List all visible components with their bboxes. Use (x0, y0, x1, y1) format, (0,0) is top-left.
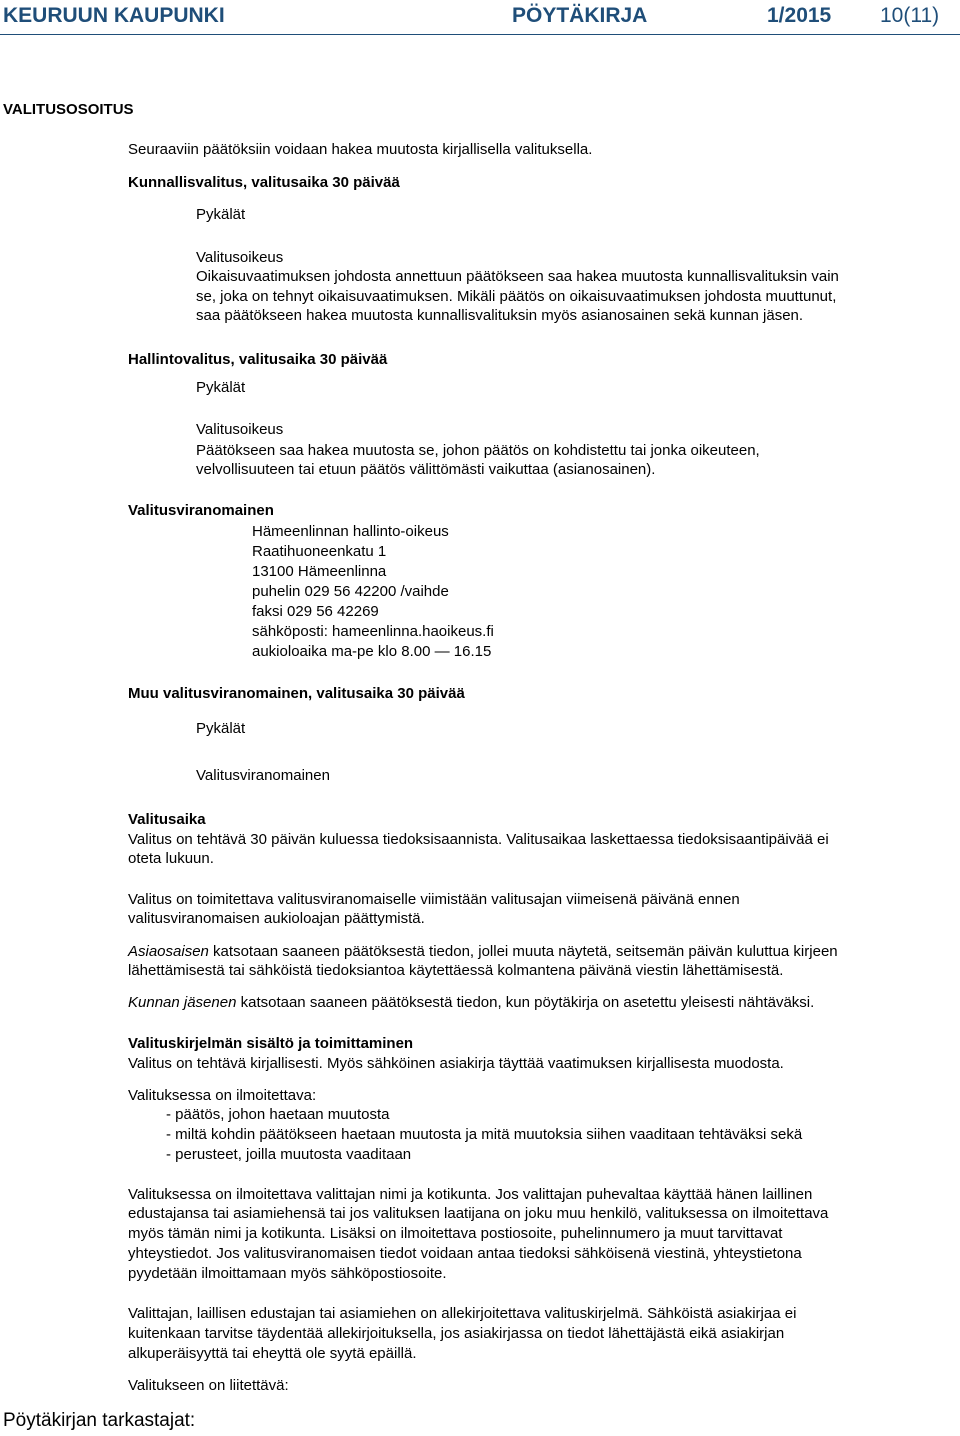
valitusaika-line: valitusviranomaisen aukioloajan päättymistä. (128, 910, 425, 927)
asiaosaisen-term: Asiaosaisen (128, 943, 209, 960)
kunnallisvalitus-valitusoikeus-heading: Valitusoikeus (196, 249, 284, 266)
allekirjoitus-paragraph-line: alkuperäisyyttä tai eheyttä ole syytä epäillä. (128, 1345, 417, 1362)
hallintovalitus-line: Päätökseen saa hakea muutosta se, johon päätös on kohdistettu tai jonka oikeuteen, (196, 442, 760, 459)
viranomainen-line: faksi 029 56 42269 (252, 603, 379, 620)
header-doc-type: PÖYTÄKIRJA (512, 4, 648, 27)
viranomainen-line: Hämeenlinnan hallinto-oikeus (252, 523, 449, 540)
valituskirjelma-heading: Valituskirjelmän sisältö ja toimittaminen (128, 1035, 414, 1052)
kunnallisvalitus-pykalat: Pykälät (196, 206, 246, 223)
kunnan-jasenen-term: Kunnan jäsenen (128, 994, 237, 1011)
footer-tarkastajat: Pöytäkirjan tarkastajat: (3, 1410, 196, 1431)
kunnallisvalitus-line: Oikaisuvaatimuksen johdosta annettuun päätökseen saa hakea muutosta kunnallisvalituksin vain (196, 268, 839, 285)
viranomainen-line: Raatihuoneenkatu 1 (252, 543, 387, 560)
muu-valitusviranomainen: Valitusviranomainen (196, 767, 330, 784)
section-title: VALITUSOSOITUS (3, 101, 134, 118)
valitusaika-line: oteta lukuun. (128, 850, 214, 867)
valittaja-paragraph-line: pyydetään ilmoittamaan myös sähköpostiosoite. (128, 1265, 447, 1282)
valittaja-paragraph-line: myös tämän nimi ja kotikunta. Lisäksi on ilmoitettava postiosoite, puhelinnumero ja muut tarvittavat (128, 1225, 783, 1242)
valitusaika-heading: Valitusaika (128, 811, 206, 828)
viranomainen-email: sähköposti: hameenlinna.haoikeus.fi (252, 623, 494, 640)
ilmoitettava-item: - päätös, johon haetaan muutosta (166, 1106, 390, 1123)
header-number: 1/2015 (767, 4, 832, 27)
ilmoitettava-item: - perusteet, joilla muutosta vaaditaan (166, 1146, 412, 1163)
valitusaika-line: Valitus on toimitettava valitusviranomaiselle viimistään valitusajan viimeisenä päivänä ennen (128, 891, 740, 908)
hallintovalitus-valitusoikeus-heading: Valitusoikeus (196, 421, 284, 438)
valituskirjelma-p1: Valitus on tehtävä kirjallisesti. Myös sähköinen asiakirja täyttää vaatimuksen kirjallisesta muodosta. (128, 1055, 784, 1072)
asianosainen-paragraph-line (128, 942, 838, 962)
hallintovalitus-line: velvollisuuteen tai etuun päätös välittömästi vaikuttaa (asianosainen). (196, 461, 656, 478)
header-divider (0, 34, 960, 35)
asianosainen-paragraph-line: lähettämisestä tai sähköistä tiedoksiantoa käytettäessä kolmantena päivänä viestin lähettämisestä. (128, 962, 784, 979)
kunnallisvalitus-line: saa päätökseen hakea muutosta kunnallisvalituksin myös asianosainen sekä kunnan jäsen. (196, 307, 804, 324)
muu-pykalat: Pykälät (196, 720, 246, 737)
viranomainen-line: 13100 Hämeenlinna (252, 563, 387, 580)
allekirjoitus-paragraph-line: Valittajan, laillisen edustajan tai asiamiehen on allekirjoitettava valituskirjelmä. Sähköistä asiakirjaa ei (128, 1305, 797, 1322)
header-page-number: 10(11) (880, 4, 940, 27)
valittaja-paragraph-line: Valituksessa on ilmoitettava valittajan nimi ja kotikunta. Jos valittajan puhevaltaa käyttää hänen laillinen (128, 1186, 813, 1203)
ilmoitettava-intro: Valituksessa on ilmoitettava: (128, 1087, 317, 1104)
ilmoitettava-item: - miltä kohdin päätökseen haetaan muutosta ja mitä muutoksia siihen vaaditaan tehtäväksi sekä (166, 1126, 803, 1143)
kunnan-jasen-paragraph (128, 993, 814, 1013)
viranomainen-line: puhelin 029 56 42200 /vaihde (252, 583, 449, 600)
valittaja-paragraph-line: yhteystiedot. Jos valitusviranomaisen tiedot voidaan antaa tiedoksi sähköisenä viestinä, yhteystietona (128, 1245, 802, 1262)
viranomainen-line: aukioloaika ma-pe klo 8.00 — 16.15 (252, 643, 492, 660)
kunnallisvalitus-heading: Kunnallisvalitus, valitusaika 30 päivää (128, 174, 400, 191)
header-org: KEURUUN KAUPUNKI (3, 4, 225, 27)
intro-text: Seuraaviin päätöksiin voidaan hakea muutosta kirjallisella valituksella. (128, 141, 593, 158)
kunnallisvalitus-line: se, joka on tehnyt oikaisuvaatimuksen. Mikäli päätös on oikaisuvaatimuksen johdosta muuttunut, (196, 288, 837, 305)
muu-heading: Muu valitusviranomainen, valitusaika 30 päivää (128, 685, 465, 702)
kunnan-jasenen-rest: katsotaan saaneen päätöksestä tiedon, kun pöytäkirja on asetettu yleisesti nähtäväksi. (236, 994, 815, 1011)
hallintovalitus-pykalat: Pykälät (196, 379, 246, 396)
liitettava-text: Valitukseen on liitettävä: (128, 1377, 289, 1394)
asiaosaisen-rest: katsotaan saaneen päätöksestä tiedon, jollei muuta näytetä, seitsemän päivän kuluttua kirjeen (208, 943, 838, 960)
valitusaika-line: Valitus on tehtävä 30 päivän kuluessa tiedoksisaannista. Valitusaikaa laskettaessa tiedoksisaantipäivää ei (128, 831, 829, 848)
allekirjoitus-paragraph-line: kuitenkaan tarvitse täydentää allekirjoituksella, jos asiakirjassa on tiedot lähettäjästä eikä asiakirjan (128, 1325, 785, 1342)
valitusviranomainen-heading: Valitusviranomainen (128, 502, 274, 519)
valittaja-paragraph-line: edustajansa tai asiamiehensä tai jos valituksen laatijana on joku muu henkilö, valituksessa on ilmoitettava (128, 1205, 829, 1222)
hallintovalitus-heading: Hallintovalitus, valitusaika 30 päivää (128, 351, 388, 368)
